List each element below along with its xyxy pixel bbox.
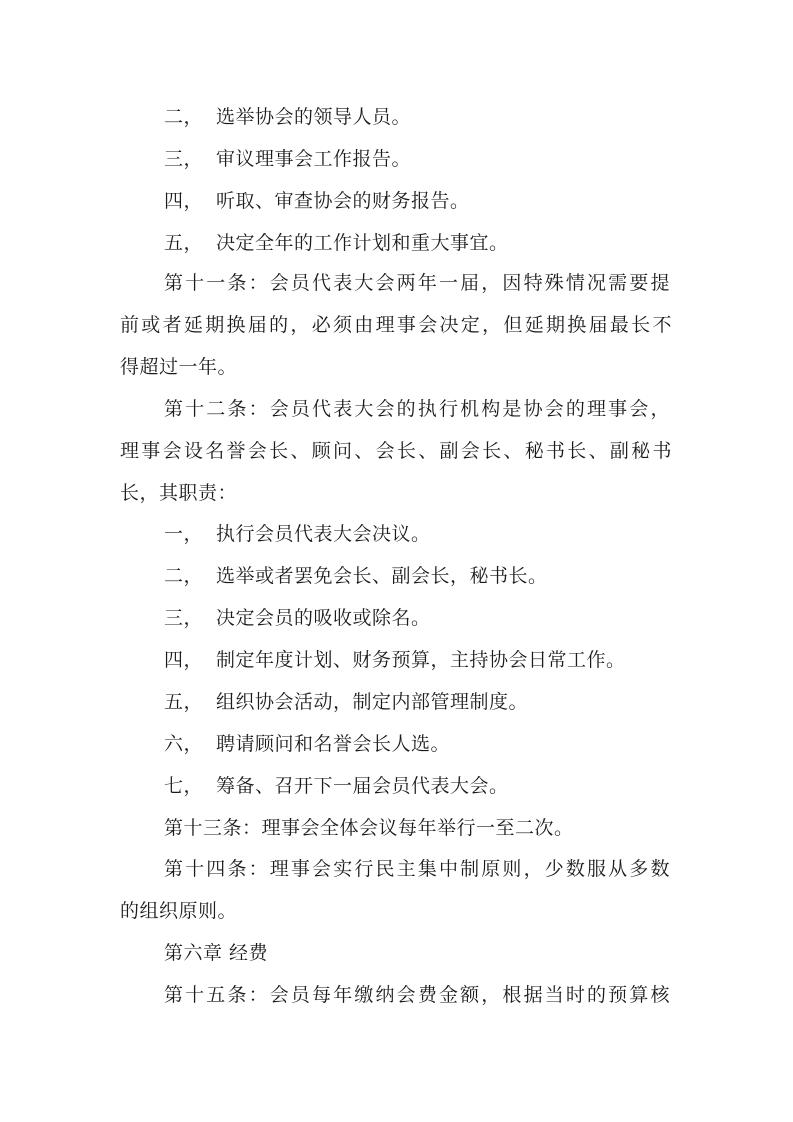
article-11-line-1: 第十一条：会员代表大会两年一届，因特殊情况需要提 xyxy=(164,272,670,294)
article-11-line-3: 得超过一年。 xyxy=(120,356,238,378)
item-number: 六， xyxy=(164,733,204,755)
article-15-line-1: 第十五条：会员每年缴纳会费金额，根据当时的预算核 xyxy=(164,984,670,1006)
item-text: 执行会员代表大会决议。 xyxy=(216,523,431,545)
item-text: 听取、审查协会的财务报告。 xyxy=(216,190,470,212)
list-item xyxy=(164,689,528,715)
item-text: 筹备、召开下一届会员代表大会。 xyxy=(216,775,509,797)
item-text: 选举协会的领导人员。 xyxy=(216,106,412,128)
item-text: 决定全年的工作计划和重大事宜。 xyxy=(216,232,509,254)
item-number: 五， xyxy=(164,232,204,254)
item-number: 二， xyxy=(164,106,204,128)
article-14-line-1: 第十四条：理事会实行民主集中制原则，少数服从多数 xyxy=(164,858,670,880)
list-item xyxy=(164,188,470,214)
article-12-line-3: 长，其职责： xyxy=(120,482,238,504)
list-item xyxy=(164,773,509,799)
list-item xyxy=(164,146,411,172)
item-number: 三， xyxy=(164,148,204,170)
list-item xyxy=(164,521,431,547)
item-text: 审议理事会工作报告。 xyxy=(216,148,412,170)
item-number: 四， xyxy=(164,190,204,212)
item-text: 决定会员的吸收或除名。 xyxy=(216,607,431,629)
item-number: 二， xyxy=(164,565,204,587)
list-item xyxy=(164,647,626,673)
list-item xyxy=(164,605,431,631)
list-item xyxy=(164,230,509,256)
article-12-line-2: 理事会设名誉会长、顾问、会长、副会长、秘书长、副秘书 xyxy=(120,440,672,462)
list-item xyxy=(164,731,450,757)
article-14-line-2: 的组织原则。 xyxy=(120,900,238,922)
item-number: 五， xyxy=(164,691,204,713)
chapter-heading: 第六章 经费 xyxy=(164,942,269,964)
article-12-line-1: 第十二条：会员代表大会的执行机构是协会的理事会， xyxy=(164,398,670,420)
item-number: 七， xyxy=(164,775,204,797)
article-11-line-2: 前或者延期换届的，必须由理事会决定，但延期换届最长不 xyxy=(120,314,672,336)
item-text: 制定年度计划、财务预算，主持协会日常工作。 xyxy=(216,649,626,671)
item-number: 四， xyxy=(164,649,204,671)
item-text: 选举或者罢免会长、副会长，秘书长。 xyxy=(216,565,548,587)
list-item xyxy=(164,563,548,589)
article-13: 第十三条：理事会全体会议每年举行一至二次。 xyxy=(164,817,574,839)
list-item xyxy=(164,104,411,130)
item-text: 组织协会活动，制定内部管理制度。 xyxy=(216,691,529,713)
item-number: 三， xyxy=(164,607,204,629)
item-text: 聘请顾问和名誉会长人选。 xyxy=(216,733,451,755)
item-number: 一， xyxy=(164,523,204,545)
